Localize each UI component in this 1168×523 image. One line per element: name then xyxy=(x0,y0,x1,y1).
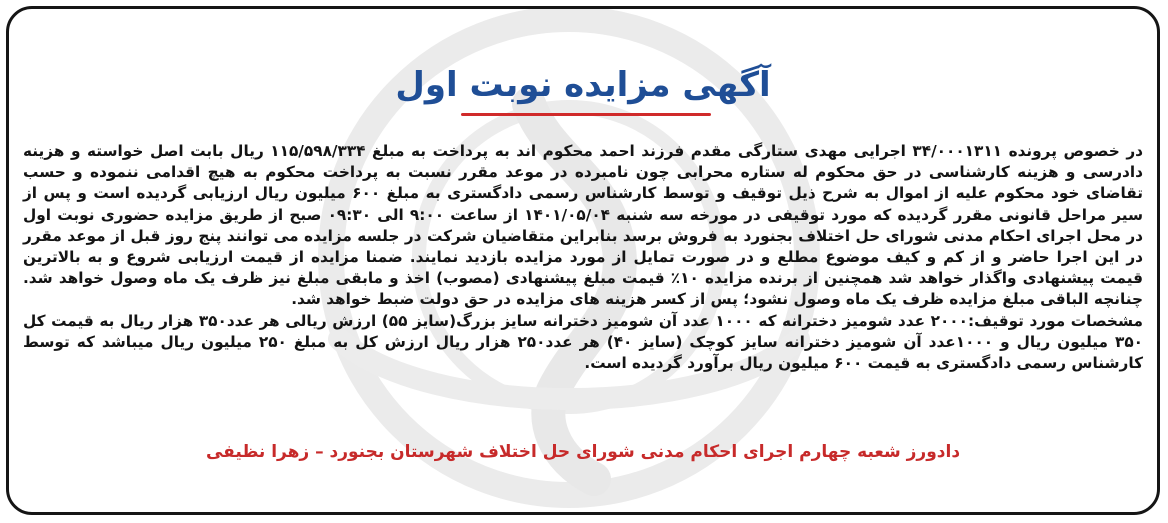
notice-paragraph-main: در خصوص پرونده ۳۴/۰۰۰۱۳۱۱ اجرایی مهدی ستارگی مقدم فرزند احمد محکوم اند به پرداخت به مبلغ ۱۱۵/۵۹۸/۳۳۴ ریال بابت اصل خواسته و هزینه دادرسی و هزینه کارشناسی در حق محکوم له ستاره محرابی چون نامبرده در موعد مقرر نسبت به پرداخت محکوم به هیچ اقدامی ننموده و حسب تقاضای خود محکوم علیه از اموال به شرح ذیل توقیف و توسط کارشناس رسمی دادگستری به مبلغ ۶۰۰ میلیون ریال ارزیابی گردیده است و پس از سیر مراحل قانونی مقرر گردیده که مورد توقیفی در مورخه سه شنبه ۱۴۰۱/۰۵/۰۴ از ساعت ۹:۰۰ الی ۰۹:۳۰ صبح از طریق مزایده حضوری نوبت اول در محل اجرای احکام مدنی شورای حل اختلاف بجنورد به فروش برسد بنابراین متقاضیان شرکت در جلسه مزایده می توانند پنج روز قبل از موعد مقرر در این اجرا حاضر و از کم و کیف موضوع مطلع و در صورت تمایل از مورد مزایده بازدید نمایند. ضمنا مزایده از قیمت ارزیابی شروع و به بالاترین قیمت پیشنهادی واگذار خواهد شد همچنین از برنده مزایده ۱۰٪ قیمت مبلغ پیشنهادی (مصوب) اخذ و مابقی مبلغ نیز ظرف یک ماه وصول خواهد شد. چنانچه الباقی مبلغ مزایده ظرف یک ماه وصول نشود؛ پس از کسر هزینه های مزایده در حق دولت ضبط خواهد شد. xyxy=(23,142,1143,309)
notice-frame xyxy=(6,6,1160,515)
notice-signature: دادورز شعبه چهارم اجرای احکام مدنی شورای حل اختلاف شهرستان بجنورد – زهرا نظیفی xyxy=(205,442,961,462)
title-underline xyxy=(461,113,711,116)
notice-body xyxy=(23,141,1143,374)
notice-paragraph-seized-items: مشخصات مورد توقیف:۲۰۰۰ عدد شومیز دخترانه که ۱۰۰۰ عدد آن شومیز دخترانه سایز بزرگ(سایز ۵۵) ارزش ریالی هر عدد۳۵۰ هزار ریال به قیمت کل ۳۵۰ میلیون ریال و ۱۰۰۰عدد آن شومیز دخترانه سایز کوچک (سایز ۴۰) هر عدد۲۵۰ هزار ریال ارزش کل به مبلغ ۲۵۰ میلیون ریال میباشد که توسط کارشناس رسمی دادگستری به قیمت ۶۰۰ میلیون ریال برآورد گردیده است. xyxy=(23,311,1144,373)
notice-title: آگهی مزایده نوبت اول xyxy=(395,65,771,105)
